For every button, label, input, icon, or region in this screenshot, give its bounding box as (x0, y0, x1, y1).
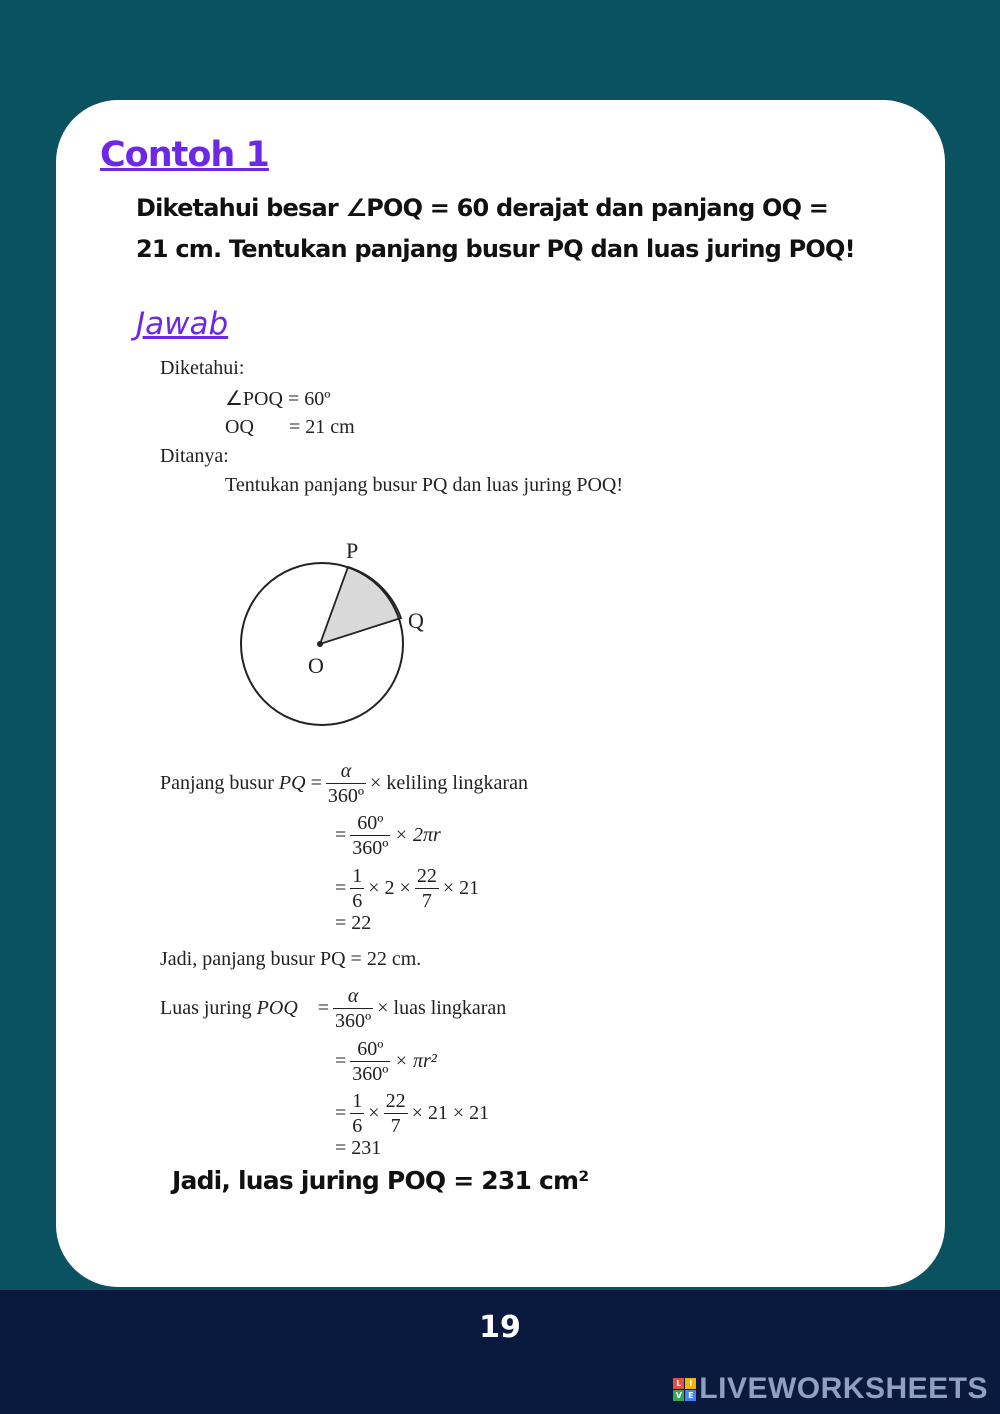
arc-times-2: × 2 × (368, 877, 411, 899)
arc-line-1 (160, 759, 528, 808)
fraction-denominator: 7 (384, 1113, 408, 1138)
liveworksheets-logo-icon (673, 1378, 696, 1401)
fraction (350, 1089, 364, 1138)
sector-var: POQ (256, 997, 298, 1019)
fraction-numerator: α (340, 760, 352, 782)
sector-line-2 (335, 1037, 437, 1086)
shaded-sector (320, 567, 401, 644)
logo-letter: L (673, 1378, 684, 1389)
given-oq-value: = 21 cm (289, 416, 355, 438)
logo-letter: I (685, 1378, 696, 1389)
page-number: 19 (479, 1310, 521, 1345)
given-label: Diketahui: (160, 357, 245, 379)
answer-heading: Jawab (136, 306, 229, 342)
fraction (326, 759, 366, 808)
fraction-numerator: 1 (352, 1090, 363, 1112)
fraction-numerator: 60º (357, 812, 384, 834)
arc-eq: = (310, 772, 322, 794)
fraction-numerator: α (347, 985, 359, 1007)
sector-line-2-tail: × πr² (394, 1050, 437, 1072)
label-o: O (308, 653, 324, 678)
label-p: P (346, 538, 359, 563)
fraction-numerator: 1 (352, 865, 363, 887)
center-point (317, 641, 323, 647)
brand-text: LIVEWORKSHEETS (699, 1372, 988, 1405)
sector-line-1 (160, 984, 506, 1033)
sector-eq: = (317, 997, 330, 1019)
fraction (350, 1037, 390, 1086)
arc-line-2 (335, 811, 441, 860)
arc-label: Panjang busur (160, 772, 274, 794)
equals: = (335, 877, 347, 899)
fraction (350, 811, 390, 860)
asked-text: Tentukan panjang busur PQ dan luas juring POQ! (225, 474, 623, 496)
logo-letter: E (685, 1390, 696, 1401)
arc-result: = 22 (335, 912, 372, 934)
arc-times-21: × 21 (442, 877, 480, 899)
fraction-denominator: 360º (335, 1010, 372, 1032)
fraction (384, 1089, 408, 1138)
fraction-numerator: 22 (385, 1090, 406, 1112)
equals: = (335, 1102, 347, 1124)
circle-sector-diagram (230, 530, 450, 730)
problem-statement: Diketahui besar ∠POQ = 60 derajat dan panjang OQ = 21 cm. Tentukan panjang busur PQ dan luas juring POQ! (136, 194, 855, 263)
page-card (56, 100, 945, 1287)
equals: = (335, 1050, 347, 1072)
fraction-numerator: 60º (357, 1038, 384, 1060)
sector-line-1-tail: × luas lingkaran (377, 997, 507, 1019)
sector-times: × (368, 1102, 380, 1124)
given-oq-label: OQ (225, 416, 254, 438)
asked-label: Ditanya: (160, 445, 229, 467)
sector-line-3 (335, 1089, 489, 1138)
equals: = (335, 824, 347, 846)
fraction-denominator: 360º (352, 837, 389, 859)
fraction-numerator: 22 (416, 865, 437, 887)
sector-result: = 231 (335, 1137, 382, 1159)
fraction (415, 864, 439, 913)
fraction-denominator: 360º (352, 1063, 389, 1085)
fraction-denominator: 360º (327, 785, 365, 807)
arc-conclusion: Jadi, panjang busur PQ = 22 cm. (160, 948, 422, 970)
label-q: Q (408, 608, 424, 633)
logo-letter: V (673, 1390, 684, 1401)
given-angle: ∠POQ = 60º (225, 388, 331, 410)
arc-line-2-tail: × 2πr (394, 824, 441, 846)
fraction (333, 984, 373, 1033)
fraction-denominator: 6 (352, 890, 363, 912)
sector-tail-3: × 21 × 21 (411, 1102, 490, 1124)
fraction-denominator: 7 (415, 888, 439, 913)
arc-line-1-tail: × keliling lingkaran (370, 772, 528, 794)
fraction-denominator: 6 (352, 1115, 363, 1137)
final-answer: Jadi, luas juring POQ = 231 cm² (172, 1166, 589, 1195)
liveworksheets-brand[interactable] (673, 1372, 988, 1406)
example-heading: Contoh 1 (100, 135, 269, 175)
arc-line-3 (335, 864, 479, 913)
sector-label: Luas juring (160, 997, 252, 1019)
arc-var: PQ (278, 772, 306, 794)
fraction (350, 864, 364, 913)
